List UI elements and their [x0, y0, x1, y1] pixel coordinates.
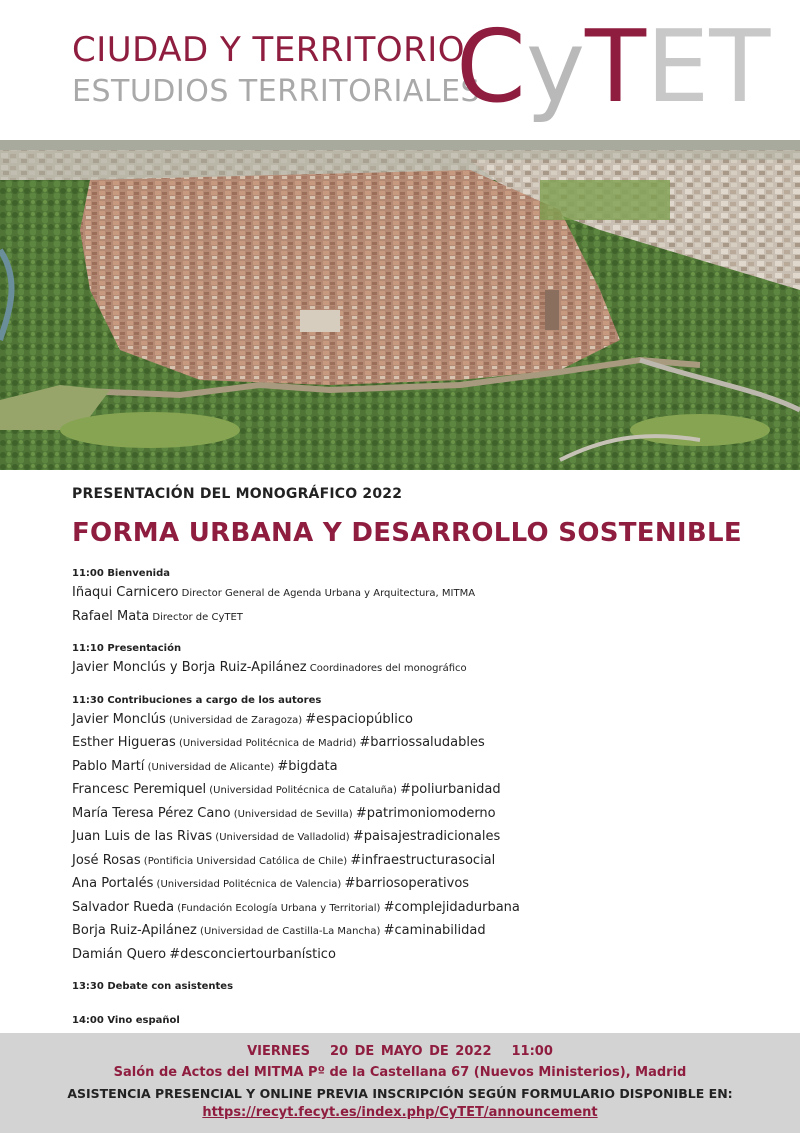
program-welcome: [72, 566, 772, 629]
author-line: [72, 944, 772, 968]
speaker-line: [72, 582, 772, 606]
event-date: 20 DE MAYO DE 2022: [330, 1044, 492, 1059]
author-name: Ana Portalés: [72, 876, 154, 891]
author-affiliation: (Universidad Politécnica de Valencia): [153, 879, 345, 890]
footer: [0, 1033, 800, 1133]
program-debate: [72, 979, 772, 995]
journal-title-line2: ESTUDIOS TERRITORIALES: [72, 74, 481, 109]
speaker-role: Coordinadores del monográfico: [306, 663, 467, 674]
author-affiliation: (Universidad de Sevilla): [230, 808, 356, 820]
author-hashtag: #espaciopúblico: [305, 711, 413, 727]
author-hashtag: #bigdata: [277, 758, 338, 774]
author-hashtag: #desconciertourbanístico: [169, 946, 336, 962]
event-datetime: [0, 1044, 800, 1059]
author-name: María Teresa Pérez Cano: [72, 805, 231, 821]
author-hashtag: #patrimoniomoderno: [355, 805, 496, 821]
author-hashtag: #barriosoperativos: [344, 876, 470, 891]
speaker-role: Director de CyTET: [149, 611, 243, 623]
author-affiliation: (Fundación Ecología Urbana y Territorial): [174, 902, 384, 914]
author-name: Salvador Rueda: [72, 899, 175, 915]
author-affiliation: (Universidad Politécnica de Madrid): [175, 738, 360, 749]
header: [0, 0, 800, 140]
program-contributions: [72, 693, 772, 968]
program-closing: [72, 1013, 772, 1029]
registration-link[interactable]: https://recyt.fecyt.es/index.php/CyTET/announcement: [202, 1105, 598, 1120]
logo-letter-y: y: [525, 8, 586, 125]
program-presentation: [72, 641, 772, 681]
aerial-photo-svg: [0, 140, 800, 470]
event-hour: 11:00: [511, 1044, 553, 1059]
time-label: 14:00 Vino español: [72, 1015, 180, 1026]
attendance-info: ASISTENCIA PRESENCIAL Y ONLINE PREVIA INSCRIPCIÓN SEGÚN FORMULARIO DISPONIBLE EN:: [67, 1086, 733, 1101]
author-line: [72, 850, 772, 874]
event-day: VIERNES: [247, 1044, 311, 1059]
author-affiliation: (Universidad de Alicante): [144, 761, 278, 773]
author-affiliation: (Universidad de Castilla-La Mancha): [196, 926, 384, 937]
author-name: Francesc Peremiquel: [72, 782, 207, 797]
speaker-name: Iñaqui Carnicero: [72, 585, 179, 600]
logo-letter-c: C: [456, 8, 526, 125]
aerial-city-photo: [0, 140, 800, 470]
author-line: [72, 897, 772, 921]
time-label: 11:00 Bienvenida: [72, 568, 171, 579]
speaker-line: [72, 657, 772, 681]
author-name: Javier Monclús: [72, 711, 166, 727]
author-affiliation: (Universidad de Zaragoza): [165, 714, 306, 726]
author-line: [72, 873, 772, 897]
time-label: 11:30 Contribuciones a cargo de los autores: [72, 694, 322, 706]
author-name: Juan Luis de las Rivas: [72, 829, 213, 844]
author-hashtag: #infraestructurasocial: [350, 852, 496, 868]
author-name: Damián Quero: [72, 946, 167, 962]
author-line: [72, 826, 772, 850]
speaker-role: Director General de Agenda Urbana y Arquitectura, MITMA: [178, 588, 476, 599]
author-hashtag: #caminabilidad: [383, 923, 486, 938]
journal-title-line1: CIUDAD Y TERRITORIO: [72, 30, 466, 70]
logo-letters-et: ET: [646, 8, 771, 125]
time-label: 13:30 Debate con asistentes: [72, 981, 234, 992]
main-title: FORMA URBANA Y DESARROLLO SOSTENIBLE: [72, 518, 742, 548]
author-affiliation: (Pontificia Universidad Católica de Chile): [140, 855, 351, 867]
author-line: [72, 756, 772, 780]
speaker-name: Rafael Mata: [72, 608, 150, 624]
author-name: Pablo Martí: [72, 758, 145, 774]
program: [72, 566, 772, 1041]
author-hashtag: #barriossaludables: [359, 735, 485, 750]
author-line: [72, 779, 772, 803]
time-label: 11:10 Presentación: [72, 643, 182, 654]
speaker-line: [72, 606, 772, 630]
author-name: Esther Higueras: [72, 735, 176, 750]
cytet-logo: [456, 8, 771, 132]
logo-letter-t: T: [585, 8, 647, 125]
author-line: [72, 920, 772, 944]
author-name: José Rosas: [72, 852, 141, 868]
author-name: Borja Ruiz-Apilánez: [72, 923, 197, 938]
event-venue: Salón de Actos del MITMA Pº de la Castellana 67 (Nuevos Ministerios), Madrid: [113, 1065, 687, 1080]
author-hashtag: #paisajestradicionales: [352, 829, 501, 844]
author-line: [72, 803, 772, 827]
author-line: [72, 732, 772, 756]
author-affiliation: (Universidad Politécnica de Cataluña): [206, 785, 401, 796]
author-affiliation: (Universidad de Valladolid): [212, 832, 353, 843]
author-hashtag: #complejidadurbana: [383, 899, 520, 915]
section-title: PRESENTACIÓN DEL MONOGRÁFICO 2022: [72, 486, 403, 502]
speaker-name: Javier Monclús y Borja Ruiz-Apilánez: [72, 660, 307, 675]
author-hashtag: #poliurbanidad: [400, 782, 501, 797]
author-line: [72, 709, 772, 733]
